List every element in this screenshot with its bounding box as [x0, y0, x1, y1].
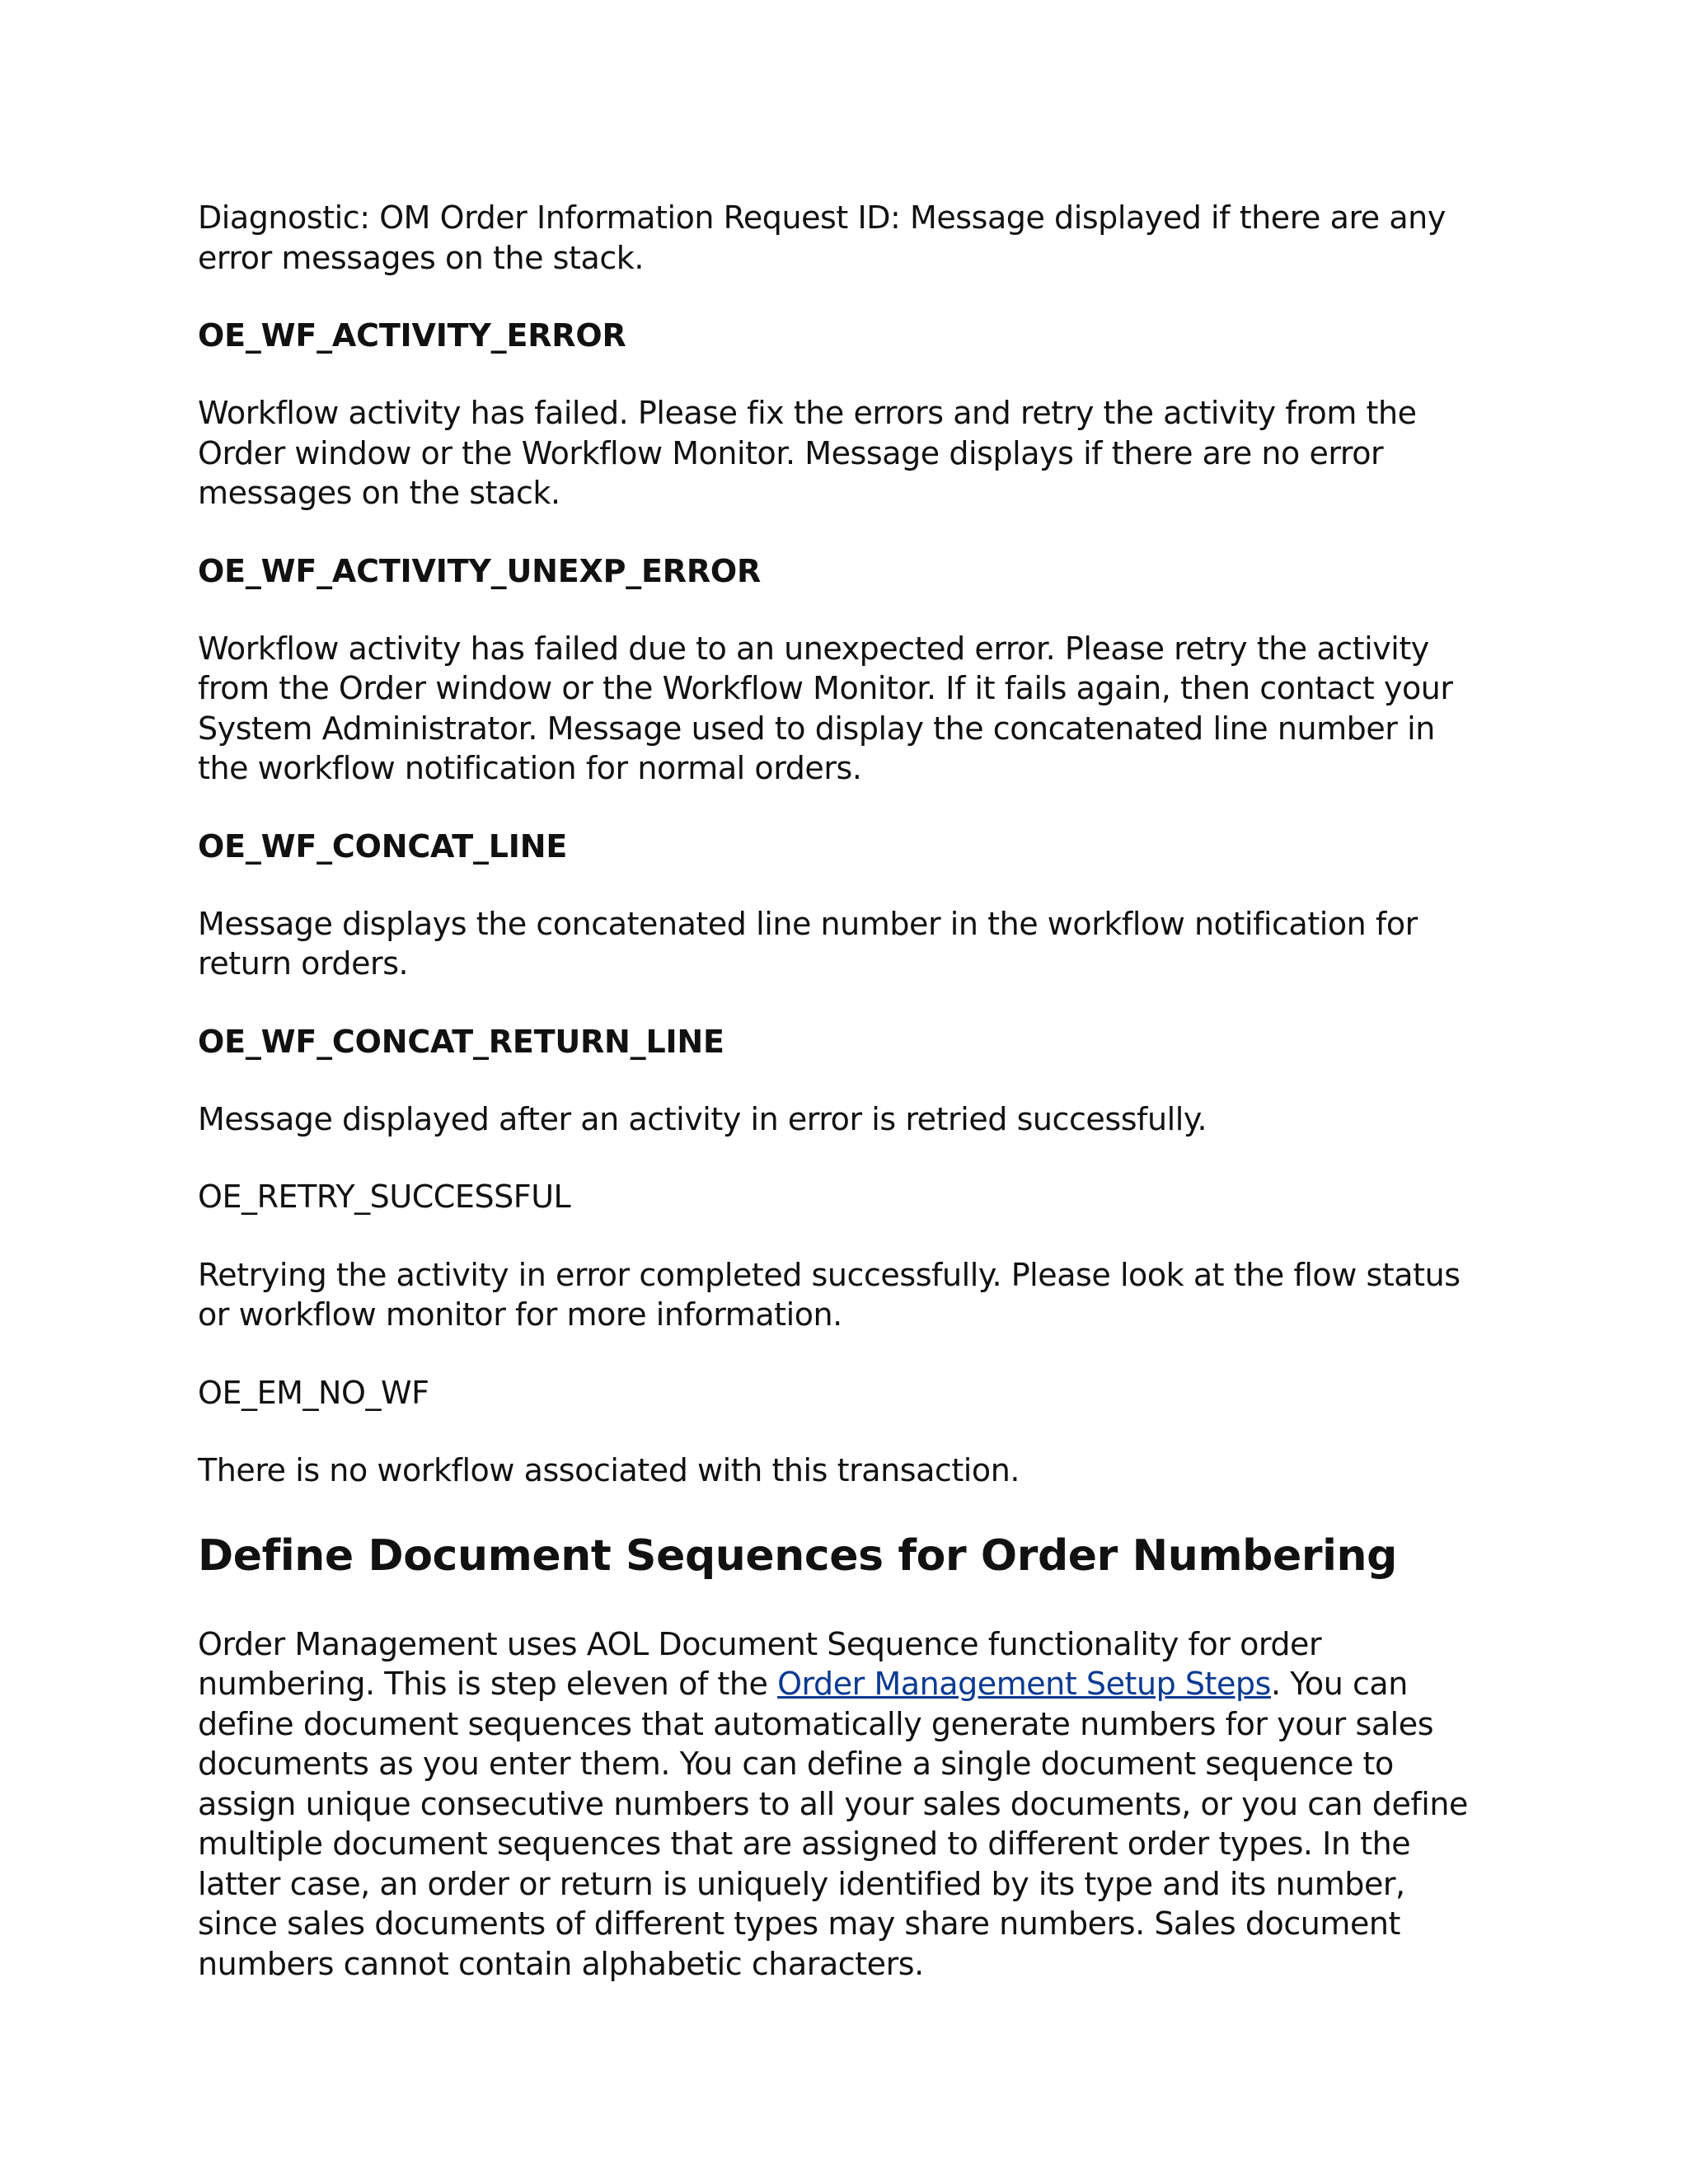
- message-name-concat-line: OE_WF_CONCAT_LINE: [198, 827, 568, 865]
- message-name-activity-error: OE_WF_ACTIVITY_ERROR: [198, 317, 626, 354]
- message-text-retry-successful: Retrying the activity in error completed successfully. Please look at the flow status or workflow monitor for more information.: [198, 1256, 1461, 1333]
- message-name-em-no-wf: OE_EM_NO_WF: [198, 1374, 429, 1411]
- section-text-after-link: . You can define document sequences that automatically generate numbers for your sales documents as you enter them. You can define a single document sequence to assign unique consecutive numbers to all your sales documents, or you can define multiple document sequences that are assigned to different order types. In the latter case, an order or return is uniquely identified by its type and its number, since sales documents of different types may share numbers. Sales document numbers cannot contain alphabetic characters.: [198, 1666, 1468, 1982]
- document-page: [198, 198, 1492, 1984]
- message-name-activity-unexp-error: OE_WF_ACTIVITY_UNEXP_ERROR: [198, 552, 762, 589]
- section-text-before-link: Order Management uses AOL Document Sequence functionality for order numbering. This is step eleven of the: [198, 1625, 1322, 1702]
- section-heading: Define Document Sequences for Order Numbering: [198, 1530, 1397, 1581]
- setup-steps-link[interactable]: Order Management Setup Steps: [777, 1666, 1271, 1702]
- message-text-activity-unexp-error: Workflow activity has failed due to an unexpected error. Please retry the activity from the Order window or the Workflow Monitor. If it fails again, then contact your System Administrator. Message used to display the concatenated line number in the workflow notification for normal orders.: [198, 630, 1453, 786]
- message-text-concat-line: Message displays the concatenated line number in the workflow notification for return orders.: [198, 905, 1418, 982]
- message-text-em-no-wf: There is no workflow associated with this transaction.: [198, 1452, 1020, 1488]
- intro-paragraph: Diagnostic: OM Order Information Request ID: Message displayed if there are any error messages on the stack.: [198, 199, 1446, 276]
- section-paragraph: [198, 1624, 1492, 1985]
- message-name-retry-successful: OE_RETRY_SUCCESSFUL: [198, 1179, 571, 1215]
- message-text-activity-error: Workflow activity has failed. Please fix the errors and retry the activity from the Order window or the Workflow Monitor. Message displays if there are no error messages on the stack.: [198, 395, 1417, 511]
- message-text-concat-return-line: Message displayed after an activity in error is retried successfully.: [198, 1100, 1207, 1137]
- message-name-concat-return-line: OE_WF_CONCAT_RETURN_LINE: [198, 1023, 724, 1060]
